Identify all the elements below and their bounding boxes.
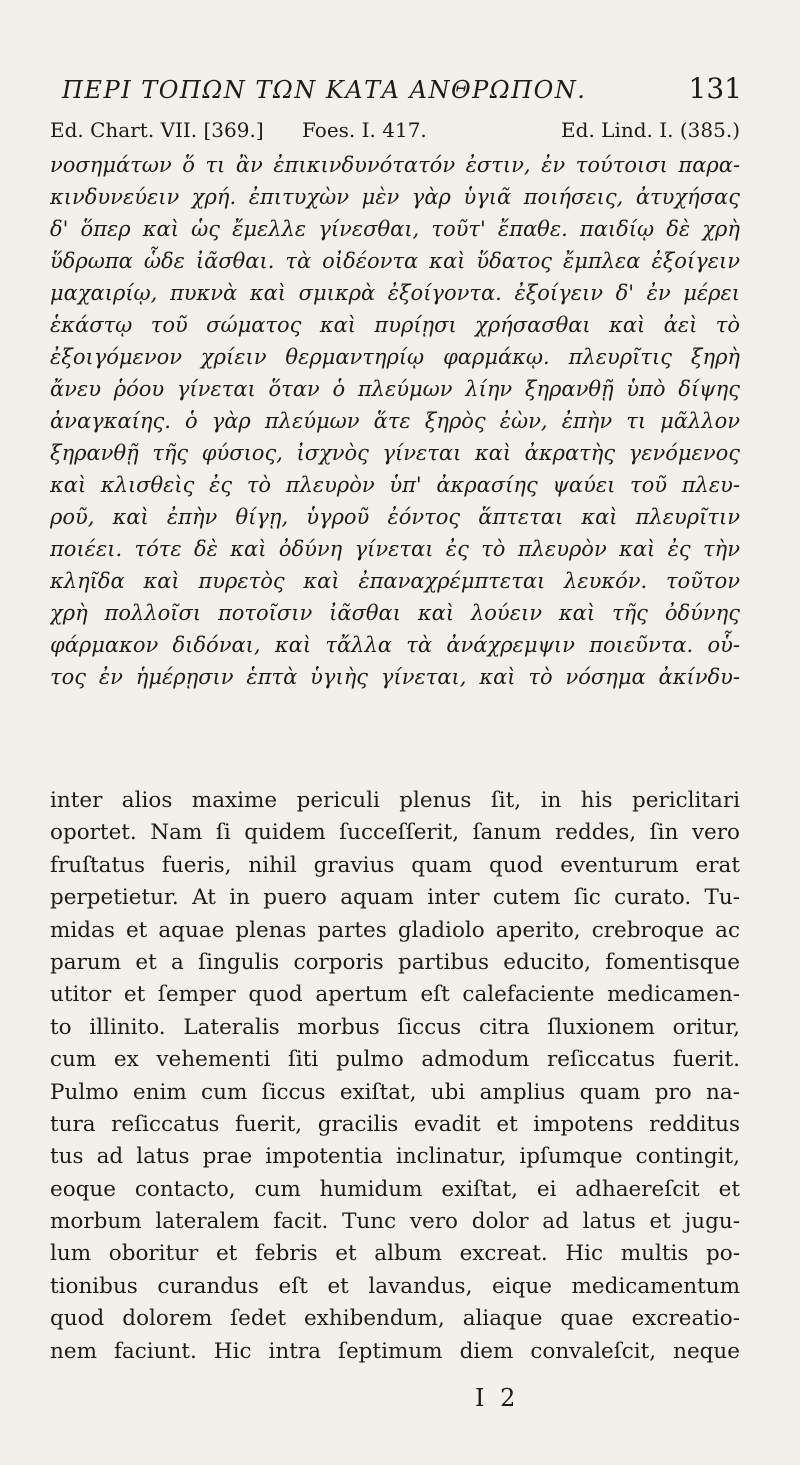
signature-mark: I 2 <box>475 1384 520 1412</box>
latin-line: nem faciunt. Hic intra ſeptimum diem convaleſcit, neque <box>50 1338 740 1364</box>
greek-line: ὕδρωπα ὧδε ἰᾶσθαι. τὰ οἰδέοντα καὶ ὕδατος ἔμπλεα ἐξοίγειν <box>50 249 740 273</box>
latin-line: lum oboritur et febris et album excreat. Hic multis po- <box>50 1241 740 1267</box>
latin-line: midas et aquae plenas partes gladiolo aperito, crebroque ac <box>50 917 740 943</box>
greek-line: ξηρανθῇ τῆς φύσιος, ἰσχνὸς γίνεται καὶ ἀκρατὴς γενόμενος <box>50 441 740 465</box>
greek-line: ἑκάστῳ τοῦ σώματος καὶ πυρίῃσι χρήσασθαι καὶ ἀεὶ τὸ <box>50 313 740 337</box>
greek-line: φάρμακον διδόναι, καὶ τἄλλα τὰ ἀνάχρεμψιν ποιεῦντα. οὗ- <box>50 633 740 657</box>
latin-line: cum ex vehementi ſiti pulmo admodum reſiccatus fuerit. <box>50 1047 740 1073</box>
latin-line: tionibus curandus eſt et lavandus, eique medicamentum <box>50 1273 740 1299</box>
latin-line: to illinito. Lateralis morbus ſiccus citra ſluxionem oritur, <box>50 1014 740 1040</box>
greek-line: ἄνευ ῥόου γίνεται ὅταν ὁ πλεύμων λίην ξηρανθῇ ὑπὸ δίψης <box>50 377 740 401</box>
latin-line: Pulmo enim cum ſiccus exiſtat, ubi amplius quam pro na- <box>50 1079 740 1105</box>
greek-line: κληῖδα καὶ πυρετὸς καὶ ἐπαναχρέμπτεται λευκόν. τοῦτον <box>50 569 740 593</box>
latin-line: tus ad latus prae impotentia inclinatur, ipſumque contingit, <box>50 1144 740 1170</box>
latin-line: perpetietur. At in puero aquam inter cutem ſic curato. Tu- <box>50 885 740 911</box>
greek-line: χρὴ πολλοῖσι ποτοῖσιν ἰᾶσθαι καὶ λούειν καὶ τῆς ὀδύνης <box>50 601 740 625</box>
greek-line: ἀναγκαίης. ὁ γὰρ πλεύμων ἅτε ξηρὸς ἐὼν, ἐπὴν τι μᾶλλον <box>50 409 740 433</box>
page-number: 131 <box>688 72 742 105</box>
edition-ref-linden: Ed. Lind. I. (385.) <box>561 118 740 142</box>
latin-line: eoque contacto, cum humidum exiſtat, ei adhaereſcit et <box>50 1176 740 1202</box>
greek-line: νοσημάτων ὅ τι ἂν ἐπικινδυνότατόν ἐστιν, ἐν τούτοισι παρα- <box>50 153 740 177</box>
latin-line: parum et a ſingulis corporis partibus educito, fomentisque <box>50 949 740 975</box>
greek-line: καὶ κλισθεὶς ἐς τὸ πλευρὸν ὑπ' ἀκρασίης ψαύει τοῦ πλευ- <box>50 473 740 497</box>
latin-line: inter alios maxime periculi plenus ſit, in his periclitari <box>50 788 740 813</box>
latin-text <box>50 785 740 1368</box>
greek-line: κινδυνεύειν χρή. ἐπιτυχὼν μὲν γὰρ ὑγιᾶ ποιήσεις, ἀτυχήσας <box>50 185 740 209</box>
running-title: ΠΕΡΙ ΤΟΠΩΝ ΤΩΝ ΚΑΤΑ ΑΝΘΡΩΠΟΝ. <box>62 76 587 104</box>
latin-line: quod dolorem ſedet exhibendum, aliaque quae excreatio- <box>50 1306 740 1332</box>
latin-line: tura reſiccatus fuerit, gracilis evadit et impotens redditus <box>50 1111 740 1137</box>
greek-line: ροῦ, καὶ ἐπὴν θίγῃ, ὑγροῦ ἐόντος ἅπτεται καὶ πλευρῖτιν <box>50 505 740 529</box>
latin-line: utitor et ſemper quod apertum eſt calefaciente medicamen- <box>50 982 740 1008</box>
running-head <box>62 70 742 110</box>
latin-line: oportet. Nam ſi quidem ſucceſſerit, ſanum reddes, ſin vero <box>50 820 740 846</box>
greek-line: ἐξοιγόμενον χρίειν θερμαντηρίῳ φαρμάκῳ. πλευρῖτις ξηρὴ <box>50 345 740 369</box>
greek-line: δ' ὅπερ καὶ ὡς ἔμελλε γίνεσθαι, τοῦτ' ἔπαθε. παιδίῳ δὲ χρὴ <box>50 217 740 241</box>
greek-line: μαχαιρίῳ, πυκνὰ καὶ σμικρὰ ἐξοίγοντα. ἐξοίγειν δ' ἐν μέρει <box>50 281 740 305</box>
greek-line: ποιέει. τότε δὲ καὶ ὀδύνη γίνεται ἐς τὸ πλευρὸν καὶ ἐς τὴν <box>50 537 740 561</box>
latin-line: fruſtatus fueris, nihil gravius quam quod eventurum erat <box>50 852 740 878</box>
edition-ref-chartier: Ed. Chart. VII. [369.] <box>50 118 264 142</box>
greek-line: τος ἐν ἡμέρῃσιν ἑπτὰ ὑγιὴς γίνεται, καὶ τὸ νόσημα ἀκίνδυ- <box>50 665 740 689</box>
edition-ref-foes: Foes. I. 417. <box>302 118 427 142</box>
latin-line: morbum lateralem facit. Tunc vero dolor ad latus et jugu- <box>50 1209 740 1235</box>
edition-references <box>50 118 740 146</box>
greek-text <box>50 149 740 693</box>
